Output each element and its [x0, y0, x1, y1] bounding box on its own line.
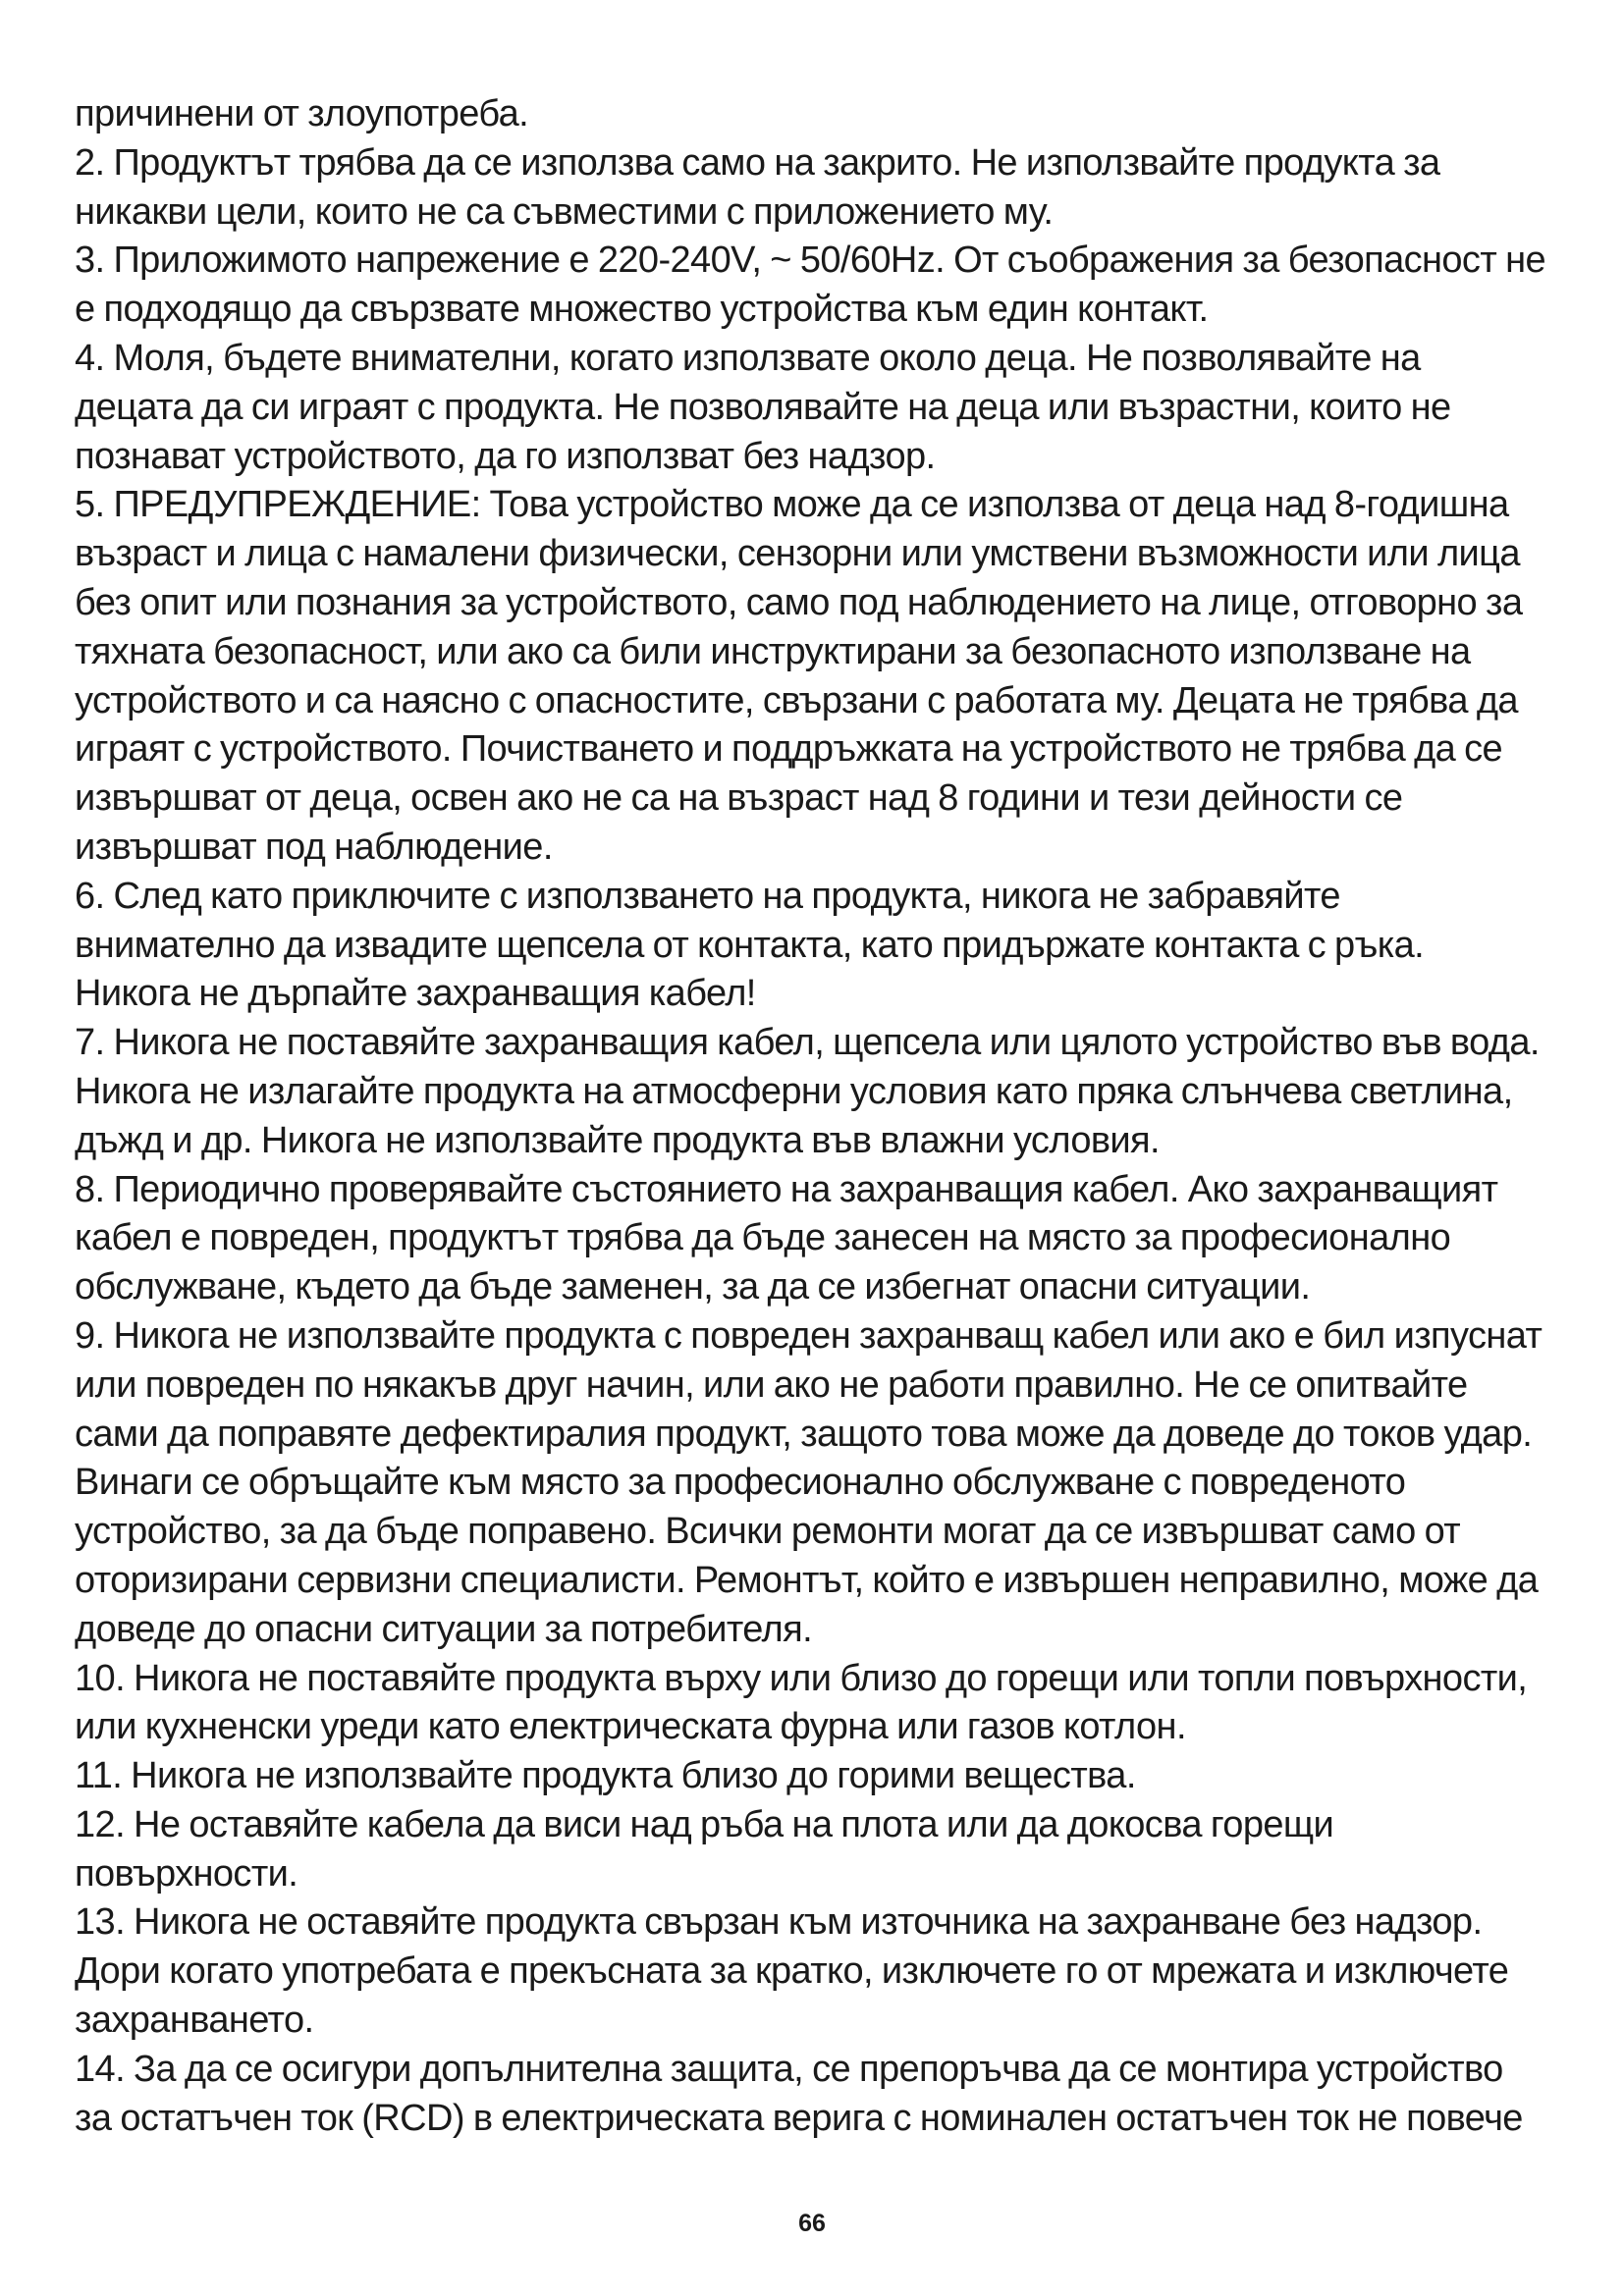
text-line: играят с устройството. Почистването и поддръжката на устройството не трябва да се — [75, 728, 1503, 771]
text-line: Винаги се обръщайте към място за професионално обслужване с повреденото — [75, 1462, 1406, 1504]
text-line: тяхната безопасност, или ако са били инструктирани за безопасното използване на — [75, 630, 1471, 672]
text-line: извършват от деца, освен ако не са на възраст над 8 години и тези дейности се — [75, 777, 1403, 820]
text-line: обслужване, където да бъде заменен, за да се избегнат опасни ситуации. — [75, 1266, 1311, 1308]
text-line: устройство, за да бъде поправено. Всички ремонти могат да се извършват само от — [75, 1511, 1461, 1553]
text-line: или кухненски уреди като електрическата фурна или газов котлон. — [75, 1706, 1186, 1748]
text-line: 4. Моля, бъдете внимателни, когато използвате около деца. Не позволявайте на — [75, 337, 1421, 379]
text-line: 11. Никога не използвайте продукта близо до горими вещества. — [75, 1755, 1136, 1797]
text-line: или повреден по някакъв друг начин, или ако не работи правилно. Не се опитвайте — [75, 1363, 1468, 1406]
text-line: възраст и лица с намалени физически, сензорни или умствени възможности или лица — [75, 533, 1520, 575]
text-line: захранването. — [75, 2000, 314, 2042]
text-line: устройството и са наясно с опасностите, свързани с работата му. Децата не трябва да — [75, 679, 1518, 721]
text-line: 7. Никога не поставяйте захранващия кабел, щепсела или цялото устройство във вода. — [75, 1022, 1540, 1064]
text-line: 3. Приложимото напрежение е 220-240V, ~ 50/60Hz. От съображения за безопасност не — [75, 240, 1546, 282]
text-line: повърхности. — [75, 1852, 298, 1895]
text-line: кабел е повреден, продуктът трябва да бъде занесен на място за професионално — [75, 1217, 1451, 1259]
text-line: 13. Никога не оставяйте продукта свързан към източника на захранване без надзор. — [75, 1901, 1483, 1944]
text-line: 14. За да се осигури допълнителна защита, се препоръчва да се монтира устройство — [75, 2048, 1503, 2090]
text-line: е подходящо да свързвате множество устройства към един контакт. — [75, 289, 1209, 331]
text-line: оторизирани сервизни специалисти. Ремонтът, който е извършен неправилно, може да — [75, 1559, 1539, 1601]
text-line: никакви цели, които не са съвместими с приложението му. — [75, 190, 1054, 233]
text-line: 12. Не оставяйте кабела да виси над ръба на плота или да докосва горещи — [75, 1803, 1334, 1845]
text-line: сами да поправяте дефектиралия продукт, защото това може да доведе до токов удар. — [75, 1413, 1533, 1455]
page-number: 66 — [798, 2210, 826, 2237]
text-line: извършват под наблюдение. — [75, 826, 553, 868]
text-line: 10. Никога не поставяйте продукта върху или близо до горещи или топли повърхности, — [75, 1657, 1528, 1699]
text-line: децата да си играят с продукта. Не позволявайте на деца или възрастни, които не — [75, 386, 1451, 428]
text-line: за остатъчен ток (RCD) в електрическата верига с номинален остатъчен ток не повече — [75, 2097, 1523, 2139]
text-line: 2. Продуктът трябва да се използва само на закрито. Не използвайте продукта за — [75, 141, 1440, 184]
text-line: 6. След като приключите с използването на продукта, никога не забравяйте — [75, 875, 1340, 917]
text-line: Никога не излагайте продукта на атмосферни условия като пряка слънчева светлина, — [75, 1070, 1513, 1112]
text-line: доведе до опасни ситуации за потребителя. — [75, 1608, 813, 1650]
text-line: 8. Периодично проверявайте състоянието на захранващия кабел. Ако захранващият — [75, 1168, 1498, 1210]
text-line: причинени от злоупотреба. — [75, 93, 529, 134]
text-line: без опит или познания за устройството, само под наблюдението на лице, отговорно за — [75, 581, 1523, 623]
document-body — [75, 90, 1567, 2143]
text-line: дъжд и др. Никога не използвайте продукта във влажни условия. — [75, 1119, 1160, 1161]
text-line: 9. Никога не използвайте продукта с повреден захранващ кабел или ако е бил изпуснат — [75, 1314, 1543, 1357]
text-line: 5. ПРЕДУПРЕЖДЕНИЕ: Това устройство може да се използва от деца над 8-годишна — [75, 484, 1509, 526]
text-line: внимателно да извадите щепсела от контакта, като придържате контакта с ръка. — [75, 924, 1425, 966]
text-line: Никога не дърпайте захранващия кабел! — [75, 973, 756, 1015]
text-line: познават устройството, да го използват без надзор. — [75, 435, 936, 477]
text-line: Дори когато употребата е прекъсната за кратко, изключете го от мрежата и изключете — [75, 1950, 1509, 1993]
